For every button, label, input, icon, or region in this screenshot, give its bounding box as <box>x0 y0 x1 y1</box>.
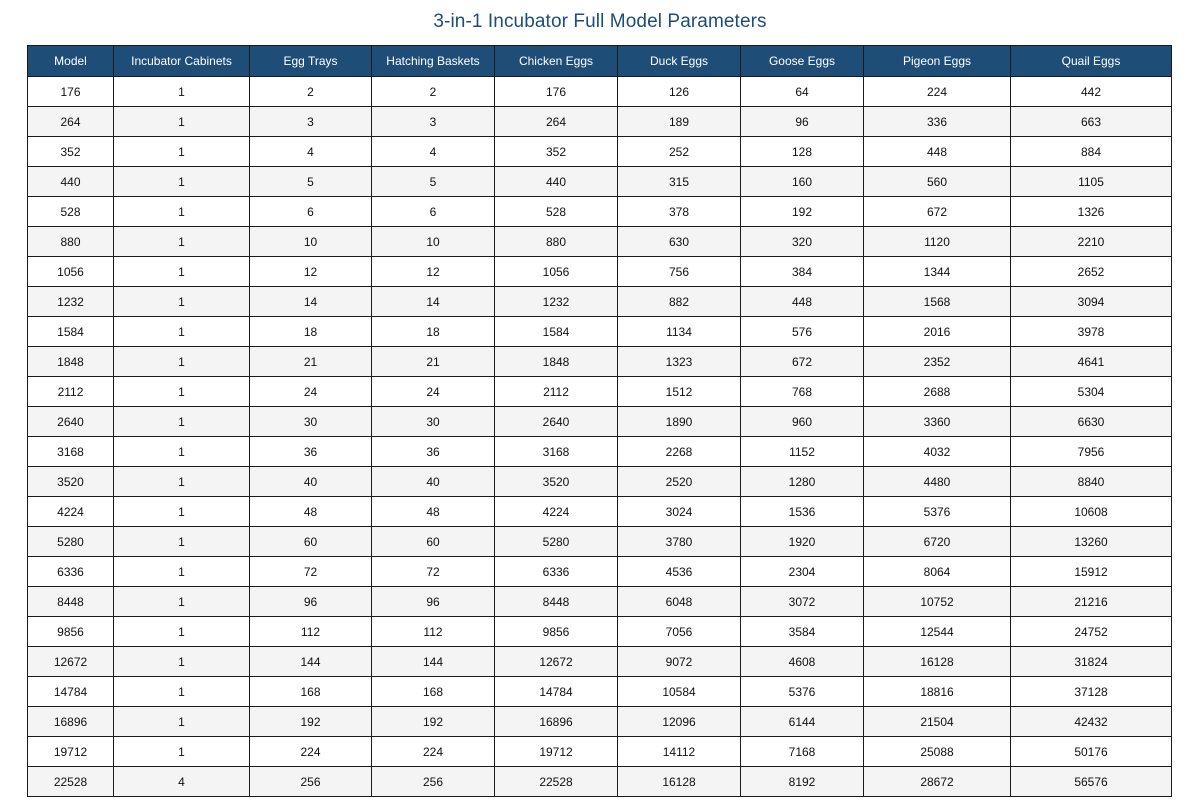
table-cell: 1512 <box>618 377 741 407</box>
table-cell: 7956 <box>1011 437 1172 467</box>
table-cell: 1568 <box>864 287 1011 317</box>
table-row <box>28 617 1172 647</box>
table-cell: 2304 <box>741 557 864 587</box>
table-cell: 1120 <box>864 227 1011 257</box>
table-cell: 19712 <box>28 737 114 767</box>
table-cell: 2652 <box>1011 257 1172 287</box>
table-cell: 12544 <box>864 617 1011 647</box>
table-cell: 3024 <box>618 497 741 527</box>
table-cell: 378 <box>618 197 741 227</box>
table-cell: 60 <box>250 527 372 557</box>
table-cell: 4 <box>250 137 372 167</box>
table-cell: 4032 <box>864 437 1011 467</box>
table-cell: 1280 <box>741 467 864 497</box>
table-cell: 560 <box>864 167 1011 197</box>
table-cell: 1056 <box>28 257 114 287</box>
table-cell: 1 <box>114 557 250 587</box>
table-cell: 112 <box>372 617 495 647</box>
table-cell: 18 <box>372 317 495 347</box>
table-cell: 42432 <box>1011 707 1172 737</box>
table-row <box>28 227 1172 257</box>
table-cell: 96 <box>250 587 372 617</box>
table-cell: 2112 <box>28 377 114 407</box>
table-cell: 18816 <box>864 677 1011 707</box>
table-cell: 16896 <box>495 707 618 737</box>
table-cell: 1 <box>114 737 250 767</box>
table-cell: 2210 <box>1011 227 1172 257</box>
table-cell: 6048 <box>618 587 741 617</box>
column-header: Incubator Cabinets <box>114 46 250 77</box>
table-cell: 9856 <box>28 617 114 647</box>
table-row <box>28 407 1172 437</box>
table-row <box>28 287 1172 317</box>
table-cell: 256 <box>372 767 495 797</box>
table-cell: 224 <box>250 737 372 767</box>
column-header: Duck Eggs <box>618 46 741 77</box>
table-cell: 264 <box>28 107 114 137</box>
table-cell: 5 <box>372 167 495 197</box>
table-cell: 1 <box>114 167 250 197</box>
table-cell: 3360 <box>864 407 1011 437</box>
table-row <box>28 257 1172 287</box>
table-cell: 3978 <box>1011 317 1172 347</box>
table-cell: 352 <box>28 137 114 167</box>
header-row <box>28 46 1172 77</box>
table-cell: 25088 <box>864 737 1011 767</box>
table-cell: 24 <box>250 377 372 407</box>
table-cell: 48 <box>250 497 372 527</box>
table-cell: 72 <box>372 557 495 587</box>
table-cell: 756 <box>618 257 741 287</box>
table-row <box>28 167 1172 197</box>
column-header: Quail Eggs <box>1011 46 1172 77</box>
column-header: Model <box>28 46 114 77</box>
table-cell: 1105 <box>1011 167 1172 197</box>
table-cell: 2268 <box>618 437 741 467</box>
table-cell: 1920 <box>741 527 864 557</box>
table-cell: 8448 <box>495 587 618 617</box>
table-cell: 192 <box>372 707 495 737</box>
table-cell: 4536 <box>618 557 741 587</box>
table-cell: 442 <box>1011 77 1172 107</box>
table-cell: 6336 <box>28 557 114 587</box>
table-cell: 176 <box>28 77 114 107</box>
table-cell: 19712 <box>495 737 618 767</box>
table-cell: 440 <box>28 167 114 197</box>
table-row <box>28 737 1172 767</box>
table-cell: 56576 <box>1011 767 1172 797</box>
table-cell: 4641 <box>1011 347 1172 377</box>
table-cell: 16128 <box>618 767 741 797</box>
table-cell: 8064 <box>864 557 1011 587</box>
table-cell: 1 <box>114 467 250 497</box>
table-cell: 6 <box>250 197 372 227</box>
table-cell: 2688 <box>864 377 1011 407</box>
table-cell: 96 <box>741 107 864 137</box>
table-cell: 13260 <box>1011 527 1172 557</box>
table-cell: 40 <box>372 467 495 497</box>
table-row <box>28 587 1172 617</box>
table-cell: 5376 <box>864 497 1011 527</box>
table-cell: 36 <box>372 437 495 467</box>
table-cell: 21 <box>372 347 495 377</box>
table-cell: 1536 <box>741 497 864 527</box>
table-cell: 256 <box>250 767 372 797</box>
table-cell: 16896 <box>28 707 114 737</box>
table-cell: 448 <box>741 287 864 317</box>
table-cell: 3520 <box>28 467 114 497</box>
table-cell: 189 <box>618 107 741 137</box>
table-cell: 2520 <box>618 467 741 497</box>
table-cell: 672 <box>741 347 864 377</box>
table-cell: 60 <box>372 527 495 557</box>
table-cell: 528 <box>495 197 618 227</box>
table-cell: 1 <box>114 377 250 407</box>
table-cell: 440 <box>495 167 618 197</box>
table-cell: 576 <box>741 317 864 347</box>
table-cell: 1 <box>114 137 250 167</box>
table-cell: 1 <box>114 257 250 287</box>
table-cell: 5280 <box>495 527 618 557</box>
table-cell: 10 <box>372 227 495 257</box>
table-cell: 21 <box>250 347 372 377</box>
table-cell: 1 <box>114 617 250 647</box>
table-cell: 10584 <box>618 677 741 707</box>
table-cell: 4 <box>372 137 495 167</box>
table-cell: 14784 <box>495 677 618 707</box>
table-cell: 1344 <box>864 257 1011 287</box>
table-body <box>28 77 1172 797</box>
table-cell: 48 <box>372 497 495 527</box>
table-cell: 31824 <box>1011 647 1172 677</box>
table-cell: 9072 <box>618 647 741 677</box>
table-cell: 384 <box>741 257 864 287</box>
table-row <box>28 527 1172 557</box>
table-cell: 7168 <box>741 737 864 767</box>
column-header: Goose Eggs <box>741 46 864 77</box>
table-cell: 21504 <box>864 707 1011 737</box>
table-cell: 1323 <box>618 347 741 377</box>
table-cell: 168 <box>250 677 372 707</box>
table-row <box>28 197 1172 227</box>
table-cell: 24752 <box>1011 617 1172 647</box>
column-header: Hatching Baskets <box>372 46 495 77</box>
table-row <box>28 767 1172 797</box>
table-cell: 5376 <box>741 677 864 707</box>
table-row <box>28 677 1172 707</box>
table-cell: 1 <box>114 587 250 617</box>
table-cell: 14784 <box>28 677 114 707</box>
table-cell: 160 <box>741 167 864 197</box>
table-cell: 1232 <box>28 287 114 317</box>
table-cell: 5304 <box>1011 377 1172 407</box>
table-cell: 1 <box>114 347 250 377</box>
table-row <box>28 317 1172 347</box>
table-cell: 8192 <box>741 767 864 797</box>
table-cell: 30 <box>372 407 495 437</box>
table-cell: 3520 <box>495 467 618 497</box>
table-cell: 64 <box>741 77 864 107</box>
table-cell: 12 <box>372 257 495 287</box>
table-cell: 12 <box>250 257 372 287</box>
table-cell: 880 <box>28 227 114 257</box>
table-cell: 2 <box>372 77 495 107</box>
table-cell: 1326 <box>1011 197 1172 227</box>
table-cell: 1 <box>114 647 250 677</box>
table-cell: 144 <box>372 647 495 677</box>
table-cell: 12096 <box>618 707 741 737</box>
table-cell: 6336 <box>495 557 618 587</box>
table-cell: 528 <box>28 197 114 227</box>
table-cell: 1584 <box>28 317 114 347</box>
table-row <box>28 467 1172 497</box>
table-cell: 672 <box>864 197 1011 227</box>
table-cell: 264 <box>495 107 618 137</box>
table-cell: 882 <box>618 287 741 317</box>
table-cell: 8840 <box>1011 467 1172 497</box>
table-cell: 4480 <box>864 467 1011 497</box>
table-cell: 4608 <box>741 647 864 677</box>
table-cell: 224 <box>372 737 495 767</box>
table-cell: 112 <box>250 617 372 647</box>
table-cell: 3 <box>250 107 372 137</box>
table-row <box>28 77 1172 107</box>
table-row <box>28 497 1172 527</box>
table-cell: 6 <box>372 197 495 227</box>
table-cell: 1232 <box>495 287 618 317</box>
table-cell: 16128 <box>864 647 1011 677</box>
table-cell: 22528 <box>495 767 618 797</box>
table-cell: 14 <box>250 287 372 317</box>
table-cell: 36 <box>250 437 372 467</box>
table-cell: 1890 <box>618 407 741 437</box>
table-cell: 168 <box>372 677 495 707</box>
table-cell: 96 <box>372 587 495 617</box>
table-cell: 12672 <box>495 647 618 677</box>
table-cell: 3094 <box>1011 287 1172 317</box>
table-row <box>28 557 1172 587</box>
table-cell: 1848 <box>495 347 618 377</box>
table-cell: 9856 <box>495 617 618 647</box>
table-cell: 1 <box>114 437 250 467</box>
table-cell: 1 <box>114 317 250 347</box>
table-cell: 18 <box>250 317 372 347</box>
table-cell: 2352 <box>864 347 1011 377</box>
table-cell: 126 <box>618 77 741 107</box>
table-cell: 2112 <box>495 377 618 407</box>
table-cell: 28672 <box>864 767 1011 797</box>
table-cell: 2016 <box>864 317 1011 347</box>
table-cell: 144 <box>250 647 372 677</box>
table-cell: 6630 <box>1011 407 1172 437</box>
table-cell: 1 <box>114 707 250 737</box>
table-cell: 14112 <box>618 737 741 767</box>
table-cell: 315 <box>618 167 741 197</box>
table-row <box>28 647 1172 677</box>
table-cell: 8448 <box>28 587 114 617</box>
table-row <box>28 377 1172 407</box>
table-cell: 1056 <box>495 257 618 287</box>
table-cell: 192 <box>250 707 372 737</box>
table-cell: 3584 <box>741 617 864 647</box>
column-header: Chicken Eggs <box>495 46 618 77</box>
table-cell: 1 <box>114 107 250 137</box>
table-cell: 1848 <box>28 347 114 377</box>
table-cell: 1 <box>114 497 250 527</box>
table-cell: 3 <box>372 107 495 137</box>
table-cell: 336 <box>864 107 1011 137</box>
table-cell: 1134 <box>618 317 741 347</box>
table-cell: 1 <box>114 227 250 257</box>
table-cell: 1 <box>114 527 250 557</box>
table-cell: 22528 <box>28 767 114 797</box>
table-cell: 3168 <box>28 437 114 467</box>
table-cell: 176 <box>495 77 618 107</box>
table-cell: 10752 <box>864 587 1011 617</box>
table-cell: 1 <box>114 197 250 227</box>
table-cell: 663 <box>1011 107 1172 137</box>
table-header <box>28 46 1172 77</box>
table-cell: 10 <box>250 227 372 257</box>
table-row <box>28 107 1172 137</box>
table-cell: 448 <box>864 137 1011 167</box>
table-cell: 40 <box>250 467 372 497</box>
table-cell: 10608 <box>1011 497 1172 527</box>
table-cell: 5280 <box>28 527 114 557</box>
table-cell: 128 <box>741 137 864 167</box>
table-cell: 630 <box>618 227 741 257</box>
table-cell: 3072 <box>741 587 864 617</box>
table-cell: 72 <box>250 557 372 587</box>
table-cell: 7056 <box>618 617 741 647</box>
table-cell: 21216 <box>1011 587 1172 617</box>
table-cell: 24 <box>372 377 495 407</box>
table-row <box>28 347 1172 377</box>
table-cell: 1 <box>114 287 250 317</box>
table-cell: 880 <box>495 227 618 257</box>
table-cell: 30 <box>250 407 372 437</box>
table-cell: 252 <box>618 137 741 167</box>
table-cell: 320 <box>741 227 864 257</box>
column-header: Pigeon Eggs <box>864 46 1011 77</box>
table-cell: 15912 <box>1011 557 1172 587</box>
table-cell: 352 <box>495 137 618 167</box>
table-cell: 3780 <box>618 527 741 557</box>
table-cell: 4224 <box>28 497 114 527</box>
table-cell: 192 <box>741 197 864 227</box>
table-cell: 14 <box>372 287 495 317</box>
table-cell: 1 <box>114 677 250 707</box>
table-cell: 2 <box>250 77 372 107</box>
table-cell: 4224 <box>495 497 618 527</box>
column-header: Egg Trays <box>250 46 372 77</box>
table-cell: 1 <box>114 77 250 107</box>
table-row <box>28 437 1172 467</box>
table-cell: 1584 <box>495 317 618 347</box>
table-cell: 50176 <box>1011 737 1172 767</box>
table-cell: 12672 <box>28 647 114 677</box>
table-cell: 6144 <box>741 707 864 737</box>
table-cell: 224 <box>864 77 1011 107</box>
table-row <box>28 137 1172 167</box>
table-cell: 3168 <box>495 437 618 467</box>
table-cell: 4 <box>114 767 250 797</box>
page-title: 3-in-1 Incubator Full Model Parameters <box>433 11 767 32</box>
table-cell: 2640 <box>495 407 618 437</box>
table-cell: 6720 <box>864 527 1011 557</box>
table-cell: 960 <box>741 407 864 437</box>
table-cell: 5 <box>250 167 372 197</box>
table-row <box>28 707 1172 737</box>
table-cell: 1152 <box>741 437 864 467</box>
table-cell: 884 <box>1011 137 1172 167</box>
table-cell: 768 <box>741 377 864 407</box>
table-cell: 37128 <box>1011 677 1172 707</box>
model-parameters-table <box>27 45 1172 797</box>
table-cell: 1 <box>114 407 250 437</box>
table-cell: 2640 <box>28 407 114 437</box>
